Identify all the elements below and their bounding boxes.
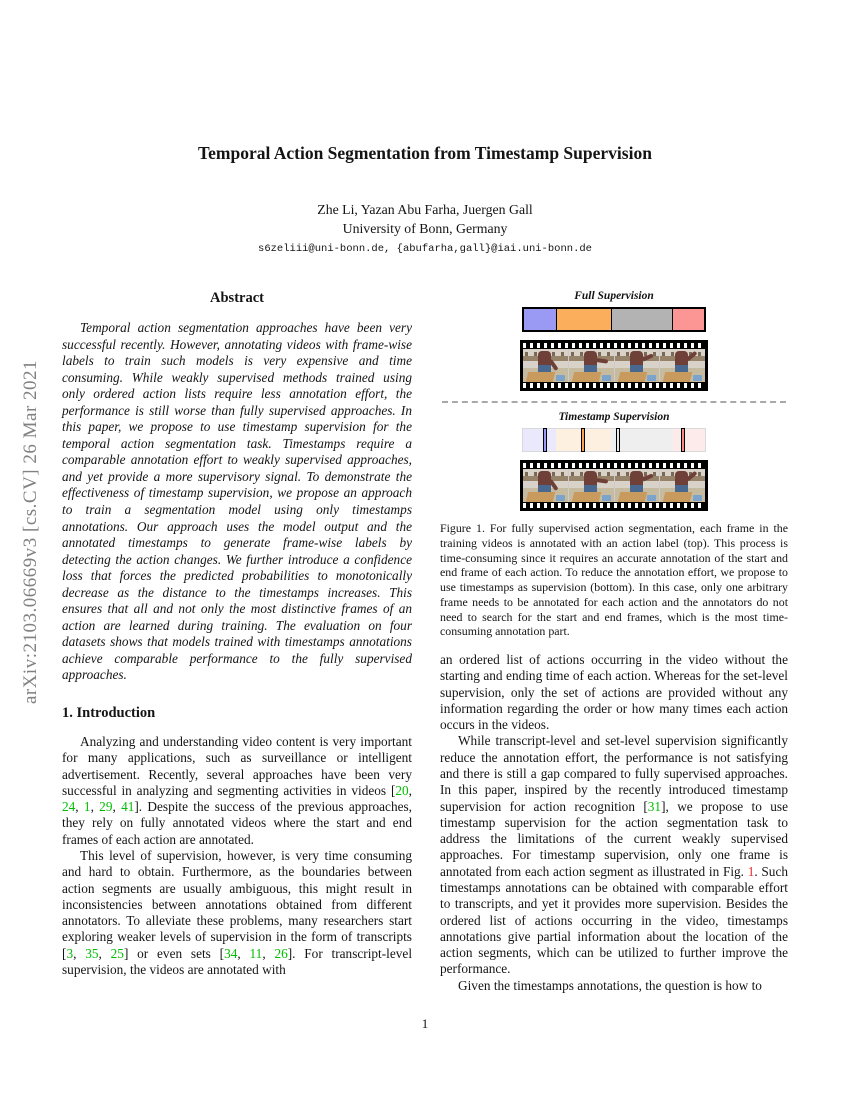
citation-ref-link[interactable]: 24 (62, 799, 76, 815)
page-title: Temporal Action Segmentation from Timestamp Supervision (198, 143, 652, 163)
video-frame (523, 349, 568, 382)
action-segment (611, 309, 672, 330)
action-segment (523, 429, 556, 451)
citation-ref-link[interactable]: 11 (249, 945, 263, 961)
citation-ref-link[interactable]: 26 (274, 945, 288, 961)
film-sprockets-icon (523, 463, 705, 468)
right-column (440, 290, 788, 994)
citation-ref-link[interactable]: 35 (85, 945, 99, 961)
intro-paragraph-1: Analyzing and understanding video content is very important for many applications, such as surveillance or intelligent advertisement. Recently, several approaches have been very successful in analyzing and segmenting activities in videos [20, 24, 1, 29, 41]. Despite the success of the previous approaches, they rely on fully annotated videos where the start and end frames of each action are annotated. (62, 734, 413, 847)
video-film-strip-top (520, 340, 708, 391)
page-number: 1 (421, 1016, 429, 1031)
abstract-heading: Abstract (210, 290, 264, 306)
video-frame (523, 469, 568, 502)
citation-ref-link[interactable]: 41 (121, 799, 135, 815)
right-paragraph-2: While transcript-level and set-level supervision significantly reduce the annotation effort, the performance is not satisfying and there is still a gap compared to fully supervised approaches. In this paper, inspired by the recently introduced timestamp supervision for action recognition [31], we propose to use timestamp supervision for the action segmentation task to address the limitations of the current weakly supervised approaches. For timestamp supervision, only one frame is annotated from each action segment as illustrated in Fig. 1. Such timestamps annotations can be obtained with comparable effort to transcripts, and yet it provides more supervision. Besides the ordered list of actions occurring in the video, timestamps annotations give partial information about the location of the action segments, which can be utilized to further improve the performance. (440, 733, 789, 977)
action-segment (673, 429, 705, 451)
affiliation-line: University of Bonn, Germany (342, 221, 508, 236)
action-segment (672, 309, 704, 330)
figure-1 (440, 290, 788, 639)
right-paragraph-1: an ordered list of actions occurring in the video without the starting and ending time of each action. Whereas for the set-level supervision, only the set of actions are provided without any information regarding the order or how many times each action occurs in the videos. (440, 652, 788, 733)
video-frame (569, 469, 614, 502)
film-sprockets-icon (523, 343, 705, 348)
emails-line: s6zeliii@uni-bonn.de, {abufarha,gall}@iai.uni-bonn.de (258, 243, 592, 255)
citation-ref-link[interactable]: 20 (395, 782, 409, 798)
timestamp-marker (616, 428, 620, 452)
timestamp-supervision-label: Timestamp Supervision (558, 411, 670, 423)
full-supervision-bar (522, 307, 706, 332)
film-sprockets-icon (523, 503, 705, 508)
video-frame (569, 349, 614, 382)
citation-ref-link[interactable]: 25 (110, 945, 124, 961)
arxiv-banner: arXiv:2103.06669v3 [cs.CV] 26 Mar 2021 (20, 359, 41, 705)
video-frame (660, 469, 705, 502)
timestamp-marker (581, 428, 585, 452)
figure-1-caption: Figure 1. For fully supervised action segmentation, each frame in the training videos is annotated with an action label (top). This process is time-consuming since it requires an accurate annotation of the start and end frame of each action. To reduce the annotation effort, we propose to use timestamps as supervision (bottom). In this case, only one arbitrary frame needs to be annotated for each action and the annotators do not need to search for the start and end frames, which is the most time-consuming annotation part. (440, 521, 788, 639)
figure-divider (442, 401, 786, 403)
right-paragraph-3: Given the timestamps annotations, the question is how to (458, 977, 762, 993)
intro-paragraph-2: This level of supervision, however, is very time consuming and hard to obtain. Furthermore, as the boundaries between action segments are usually ambiguous, this might result in inconsistencies between annotations obtained from different annotators. To alleviate these problems, many researchers start exploring weaker levels of supervision in the form of transcripts [3, 35, 25] or even sets [34, 11, 26]. For transcript-level supervision, the videos are annotated with (62, 848, 413, 977)
citation-ref-link[interactable]: 29 (99, 799, 113, 815)
timestamp-marker (681, 428, 685, 452)
full-supervision-label: Full Supervision (574, 290, 654, 302)
action-segment (524, 309, 556, 330)
action-segment (611, 429, 673, 451)
citation-ref-link[interactable]: 34 (224, 945, 238, 961)
citation-ref-link[interactable]: 1 (83, 799, 91, 815)
film-sprockets-icon (523, 383, 705, 388)
left-column (62, 290, 412, 978)
citation-ref-link[interactable]: 31 (647, 798, 662, 814)
abstract-text: Temporal action segmentation approaches have been very successful recently. However, annotating videos with frame-wise labels to train such models is very expensive and time consuming. While weakly supervised methods trained using only ordered action lists require less annotation effort, the performance is still worse than fully supervised approaches. In this paper, we propose to use timestamp supervision for the temporal action segmentation task. Timestamps require a comparable annotation effort to weakly supervised approaches, and yet provide a more supervisory signal. To demonstrate the effectiveness of timestamp supervision, we propose an approach to train a segmentation model using only timestamps annotations. Our approach uses the model output and the annotated timestamps to generate frame-wise labels by detecting the action changes. We further introduce a confidence loss that forces the predicted probabilities to monotonically decrease as the distance to the timestamps increases. This ensures that all and not only the most distinctive frames of an action are learned during training. The evaluation on four datasets shows that models trained with timestamps annotations achieve comparable performance to the fully supervised approaches. (62, 320, 412, 683)
citation-ref-link[interactable]: 3 (66, 945, 74, 961)
video-frame (660, 349, 705, 382)
section-heading-introduction: 1. Introduction (62, 705, 156, 722)
paper-header (62, 143, 788, 255)
video-frame (615, 469, 660, 502)
video-frame (615, 349, 660, 382)
authors-line: Zhe Li, Yazan Abu Farha, Juergen Gall (317, 202, 533, 217)
timestamp-marker (543, 428, 547, 452)
figure-ref-link[interactable]: 1 (747, 863, 755, 879)
video-film-strip-bottom (520, 460, 708, 511)
timestamp-supervision-bar (522, 428, 706, 452)
action-segment (556, 309, 611, 330)
